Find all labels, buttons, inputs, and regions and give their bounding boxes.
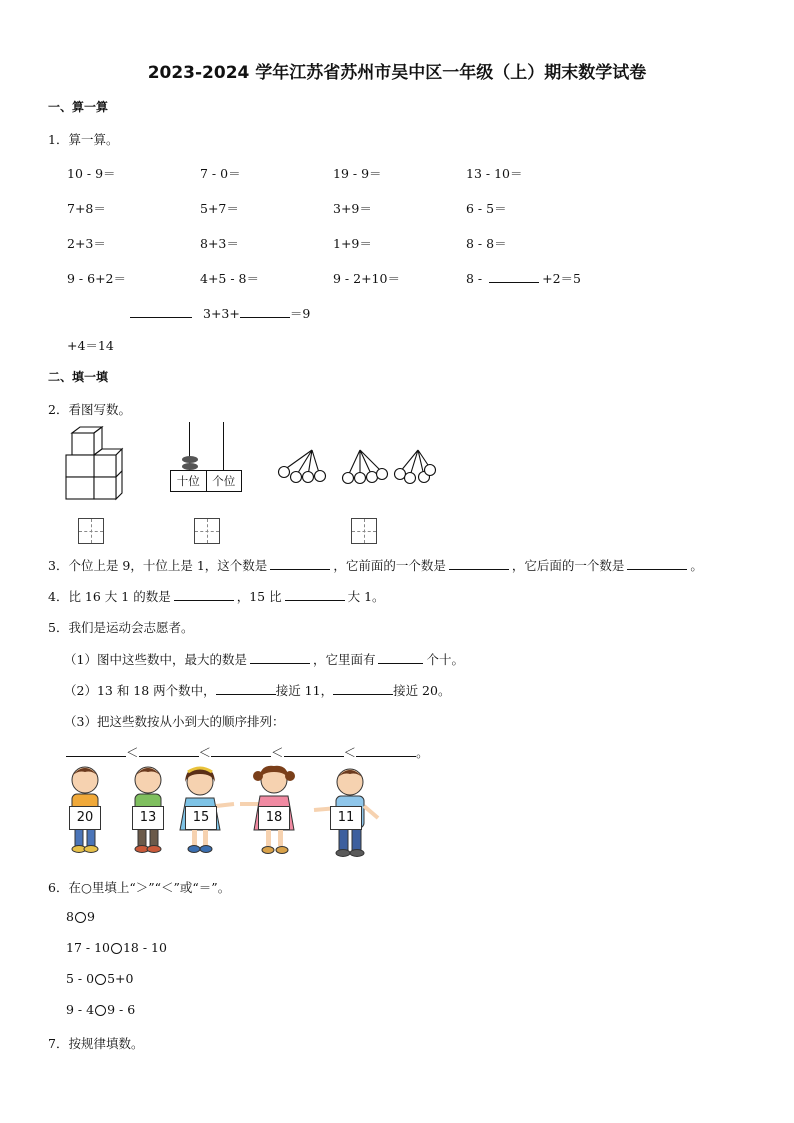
q5-stem: 5．我们是运动会志愿者。 xyxy=(48,620,194,635)
q1-expr: 13 - 10＝ xyxy=(466,166,523,181)
q1-expr: 8+3＝ xyxy=(200,236,239,251)
q1-expr-fill xyxy=(466,269,581,287)
answer-blank[interactable] xyxy=(285,588,345,601)
q6-right: 9 - 6 xyxy=(107,1002,136,1017)
answer-blank[interactable] xyxy=(250,651,310,664)
q1-expr: 19 - 9＝ xyxy=(333,166,382,181)
q1-expr: 7 - 0＝ xyxy=(200,166,241,181)
q1-expr: 2+3＝ xyxy=(67,236,106,251)
q1-expr: 1+9＝ xyxy=(333,236,372,251)
q1-expr: +4＝14 xyxy=(67,338,114,353)
abacus-ones-label: 个位 xyxy=(212,474,236,488)
answer-grid-box[interactable] xyxy=(78,518,104,544)
answer-grid-box[interactable] xyxy=(351,518,377,544)
q6-left: 5 - 0 xyxy=(66,971,95,986)
page-title: 2023-2024 学年江苏省苏州市吴中区一年级（上）期末数学试卷 xyxy=(147,63,647,83)
q6-item xyxy=(66,971,133,986)
q5-text: 接近 11， xyxy=(275,683,334,698)
answer-blank[interactable] xyxy=(333,682,393,695)
q3-line xyxy=(48,556,703,574)
q1-expr: 4+5 - 8＝ xyxy=(200,271,260,286)
answer-blank[interactable] xyxy=(240,305,290,318)
cherry-bunches-figure xyxy=(276,448,442,490)
compare-circle[interactable] xyxy=(95,1005,106,1016)
number-card: 15 xyxy=(185,806,217,830)
q4-text: 大 1。 xyxy=(347,589,385,604)
less-than-sign: ＜ xyxy=(271,745,284,760)
q1-expr: 9 - 6+2＝ xyxy=(67,271,127,286)
section-heading-1: 一、算一算 xyxy=(48,100,109,114)
answer-blank[interactable] xyxy=(378,651,423,664)
section-heading-2: 二、填一填 xyxy=(48,370,109,384)
cube-stack-figure xyxy=(64,425,126,507)
q5-order-line xyxy=(66,743,429,761)
q3-text: 。 xyxy=(690,558,703,573)
q5-text: 个十。 xyxy=(426,652,464,667)
q1-expr: 8 - 8＝ xyxy=(466,236,507,251)
q1-expr: 9 - 2+10＝ xyxy=(333,271,400,286)
q3-text: ，它前面的一个数是 xyxy=(333,558,446,573)
answer-blank[interactable] xyxy=(174,588,234,601)
abacus-figure xyxy=(170,420,242,492)
q6-right: 9 xyxy=(86,909,95,924)
q5-text: （1）图中这些数中，最大的数是 xyxy=(64,652,247,667)
q1-expr-part: +2＝5 xyxy=(542,271,582,286)
q1-expr: 3+9＝ xyxy=(333,201,372,216)
q6-stem: 6．在○里填上“＞”“＜”或“＝”。 xyxy=(48,880,231,895)
q6-left: 17 - 10 xyxy=(66,940,110,955)
q6-item xyxy=(66,940,167,955)
q6-left: 9 - 4 xyxy=(66,1002,95,1017)
q5-part1 xyxy=(64,650,464,668)
q6-right: 18 - 10 xyxy=(122,940,167,955)
q2-stem: 2．看图写数。 xyxy=(48,402,131,417)
number-card: 18 xyxy=(258,806,290,830)
q6-item xyxy=(66,1002,135,1017)
q5-text: 接近 20。 xyxy=(393,683,451,698)
q5-part2 xyxy=(64,681,450,699)
q7-stem: 7．按规律填数。 xyxy=(48,1036,144,1051)
number-card: 13 xyxy=(132,806,164,830)
q3-text: ，它后面的一个数是 xyxy=(511,558,625,573)
q4-line xyxy=(48,587,385,605)
number-card: 11 xyxy=(330,806,362,830)
number-card: 20 xyxy=(69,806,101,830)
q5-text: （2）13 和 18 两个数中， xyxy=(64,683,216,698)
answer-blank[interactable] xyxy=(627,557,687,570)
answer-blank[interactable] xyxy=(449,557,509,570)
q1-expr-part: ＝9 xyxy=(289,306,311,321)
answer-blank[interactable] xyxy=(66,744,126,757)
less-than-sign: ＜ xyxy=(126,745,139,760)
q1-expr: 10 - 9＝ xyxy=(67,166,116,181)
q5-part3: （3）把这些数按从小到大的顺序排列： xyxy=(64,714,285,729)
q1-expr-fill xyxy=(130,304,310,322)
answer-grid-box[interactable] xyxy=(194,518,220,544)
q1-expr-part: 3+3+ xyxy=(203,306,240,321)
q3-text: 3．个位上是 9，十位上是 1，这个数是 xyxy=(48,558,268,573)
answer-blank[interactable] xyxy=(216,682,276,695)
answer-blank[interactable] xyxy=(211,744,271,757)
abacus-tens-label: 十位 xyxy=(171,471,207,491)
q1-expr-part: 8 - xyxy=(466,271,487,286)
less-than-sign: ＜ xyxy=(343,745,357,760)
q1-expr: 7+8＝ xyxy=(67,201,106,216)
answer-blank[interactable] xyxy=(130,305,192,318)
q6-left: 8 xyxy=(66,909,74,924)
answer-blank[interactable] xyxy=(270,557,330,570)
q1-expr: 6 - 5＝ xyxy=(466,201,507,216)
answer-blank[interactable] xyxy=(284,744,344,757)
compare-circle[interactable] xyxy=(95,974,106,985)
answer-blank[interactable] xyxy=(139,744,199,757)
compare-circle[interactable] xyxy=(75,912,86,923)
answer-blank[interactable] xyxy=(489,270,539,283)
q1-expr: 5+7＝ xyxy=(200,201,239,216)
q6-item xyxy=(66,909,95,924)
q5-text: ，它里面有 xyxy=(312,652,376,667)
q1-stem: 1．算一算。 xyxy=(48,132,119,147)
q6-right: 5+0 xyxy=(107,971,134,986)
q4-text: ，15 比 xyxy=(236,589,282,604)
answer-blank[interactable] xyxy=(356,744,416,757)
less-than-sign: ＜ xyxy=(198,745,212,760)
q4-text: 4．比 16 大 1 的数是 xyxy=(48,589,171,604)
q5-text: 。 xyxy=(416,745,429,760)
compare-circle[interactable] xyxy=(111,943,122,954)
